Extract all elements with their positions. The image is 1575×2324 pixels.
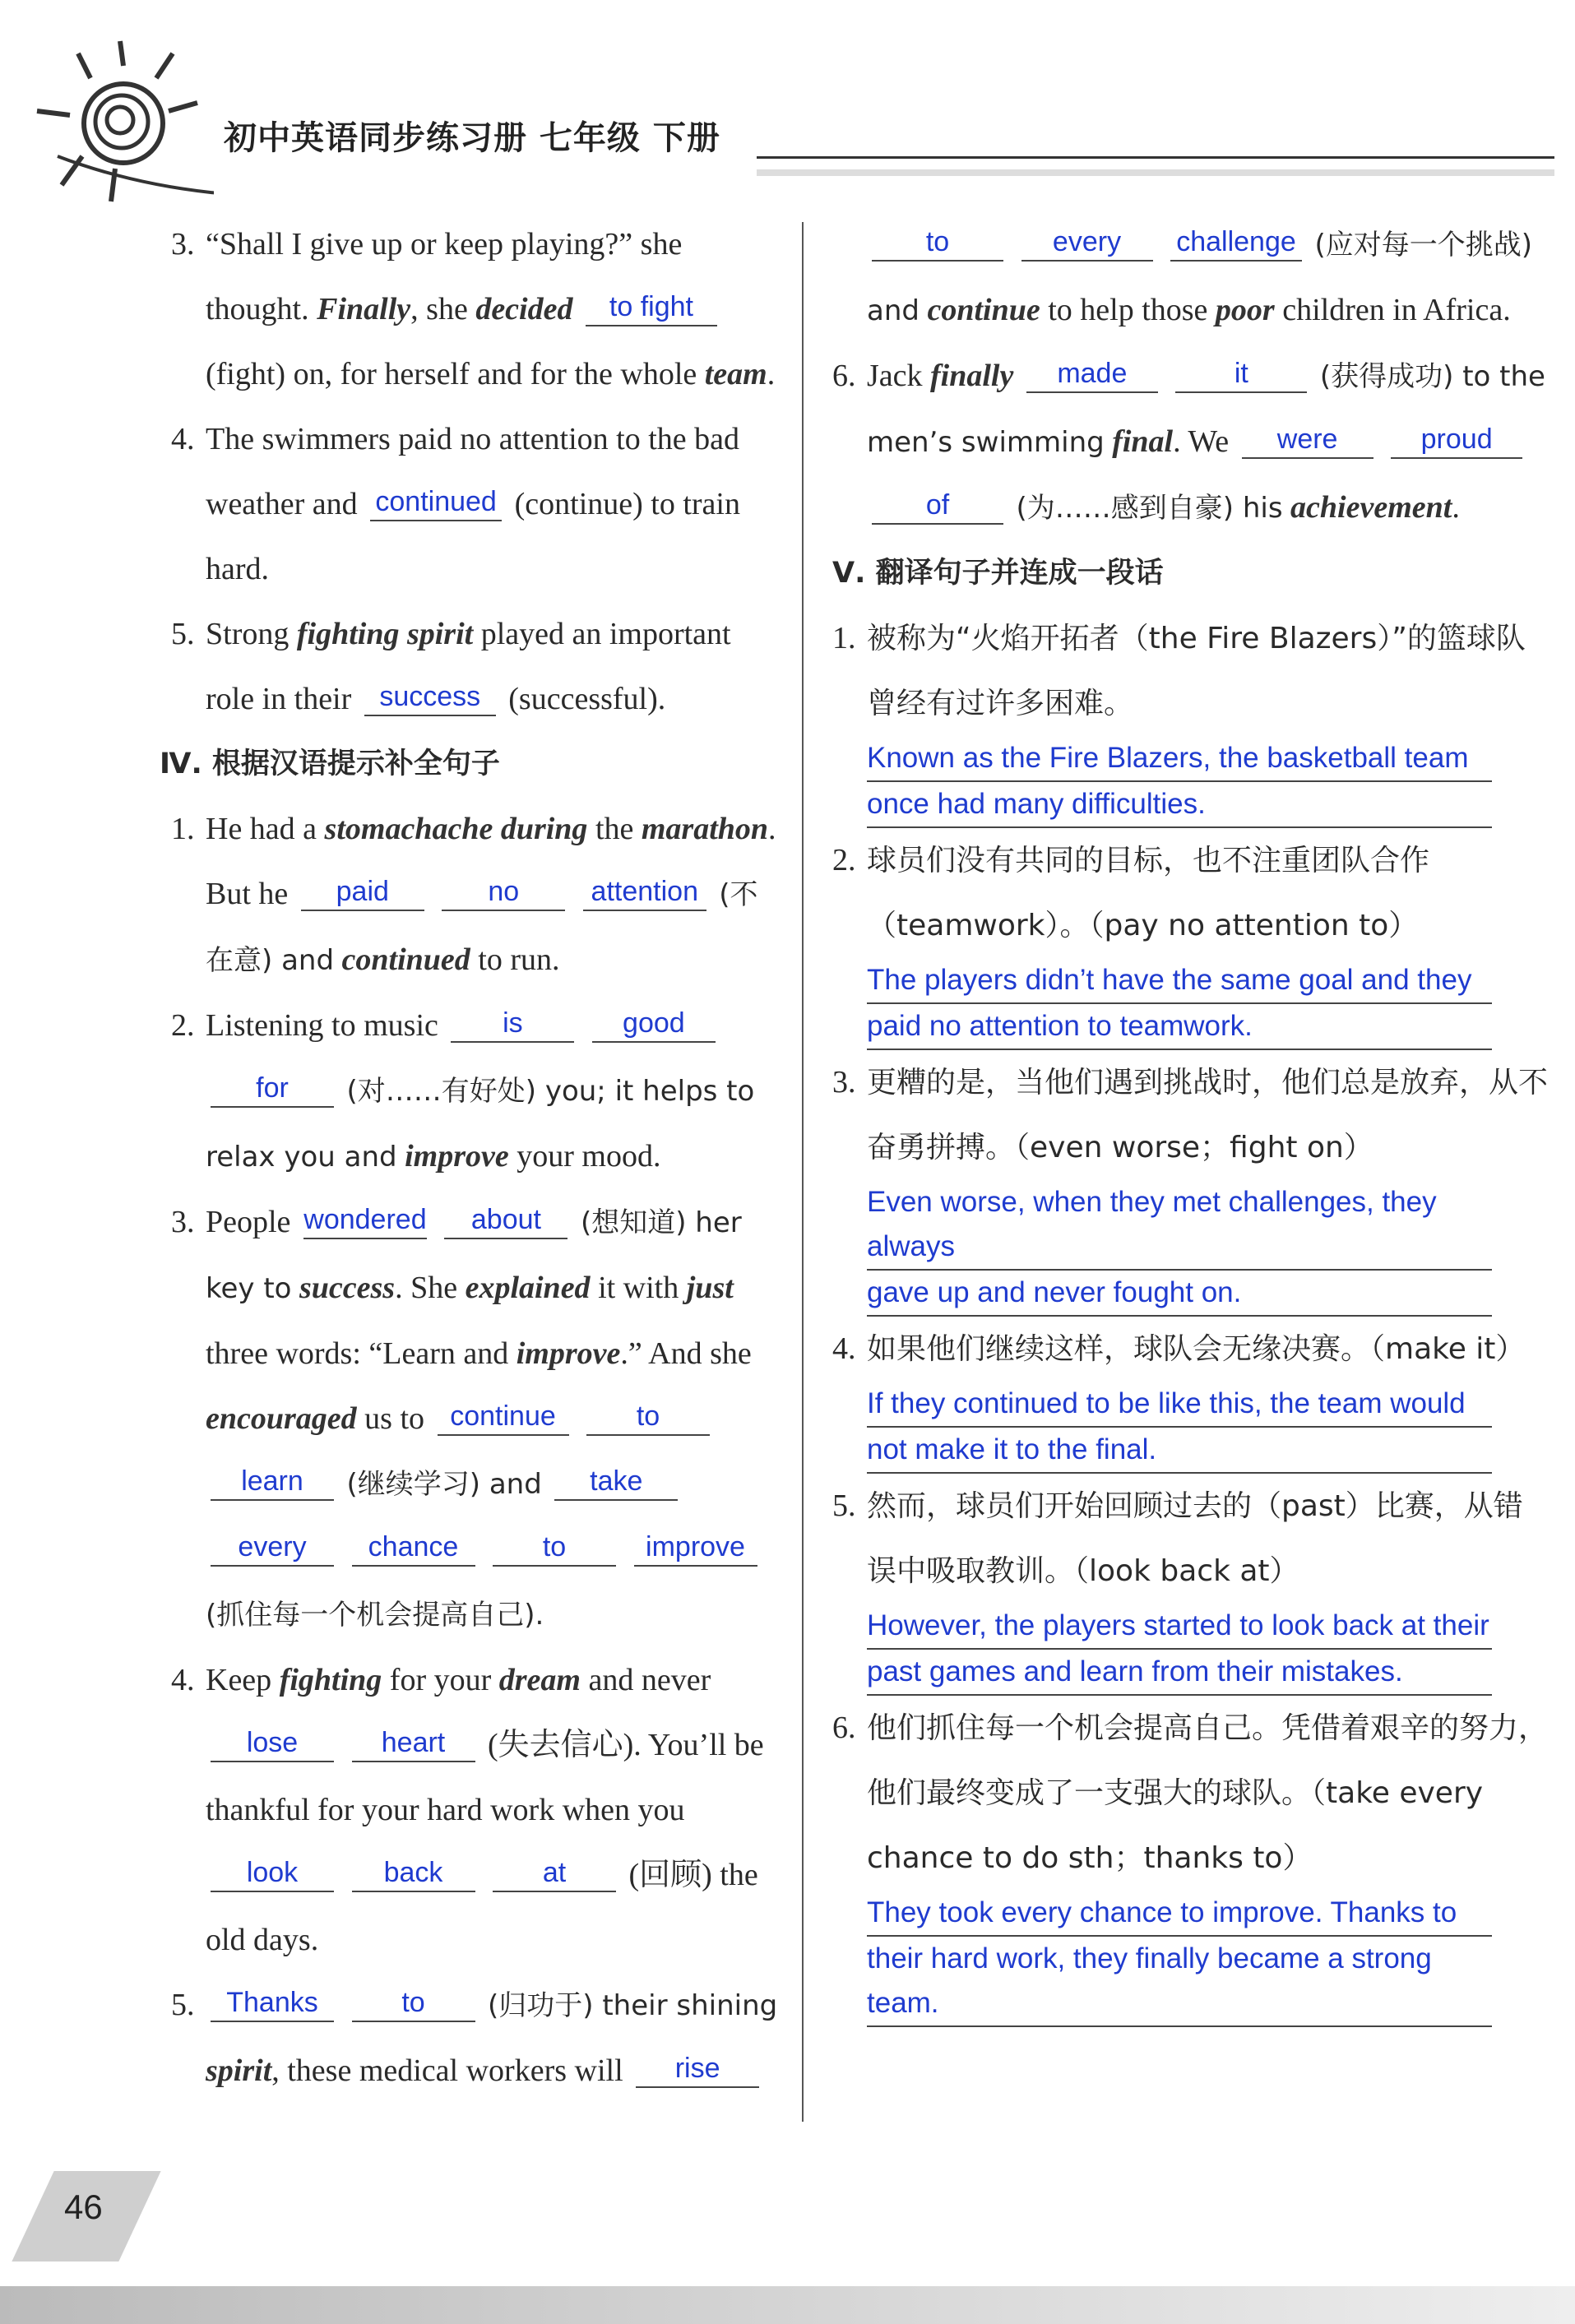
section-4-item-2: 2. Listening to music is good for (对……有好处) you; it helps to relax you and improve your mood. bbox=[171, 993, 780, 1190]
answer-blank: every bbox=[1021, 224, 1153, 262]
translation-prompt: 1. 被称为“火焰开拓者（the Fire Blazers）”的篮球队曾经有过许多困难。 bbox=[832, 621, 1526, 720]
answer-blank: Thanks bbox=[211, 1984, 334, 2022]
translation-item bbox=[832, 606, 1548, 828]
translation-item bbox=[832, 1050, 1548, 1317]
answer-blank: were bbox=[1242, 421, 1373, 459]
translation-list bbox=[832, 606, 1548, 2027]
exercise-5-item: 5. Strong fighting spirit played an important role in their success (successful). bbox=[171, 617, 731, 716]
translation-prompt: 4. 如果他们继续这样，球队会无缘决赛。（make it） bbox=[832, 1331, 1526, 1366]
answer-blank: made bbox=[1026, 355, 1158, 393]
translation-prompt: 2. 球员们没有共同的目标，也不注重团队合作（teamwork）。（pay no attention to） bbox=[832, 843, 1430, 942]
answer-blank: no bbox=[442, 873, 565, 911]
answer-blank: it bbox=[1175, 355, 1307, 393]
sun-swirl-logo bbox=[33, 33, 214, 206]
translation-prompt: 5. 然而，球员们开始回顾过去的（past）比赛，从错误中吸取教训。（look back at） bbox=[832, 1488, 1523, 1588]
answer-blank: to bbox=[586, 1398, 710, 1436]
section-5-heading: Ⅴ. 翻译句子并连成一段话 bbox=[832, 557, 1164, 590]
answer-blank: success bbox=[364, 678, 496, 716]
answer-blank: to bbox=[493, 1529, 616, 1567]
page-number: 46 bbox=[64, 2187, 103, 2226]
answer-blank: improve bbox=[634, 1529, 757, 1567]
answer-blank: about bbox=[444, 1201, 567, 1239]
answer-blank: back bbox=[352, 1854, 475, 1892]
translation-item bbox=[832, 1474, 1548, 1696]
answer-blank: heart bbox=[352, 1724, 475, 1762]
translation-answer: Even worse, when they met challenges, they always gave up and never fought on. bbox=[867, 1180, 1492, 1317]
translation-item bbox=[832, 1696, 1548, 2027]
answer-blank: proud bbox=[1391, 421, 1522, 459]
answer-blank: paid bbox=[301, 873, 424, 911]
answer-blank: learn bbox=[211, 1463, 334, 1501]
answer-blank: lose bbox=[211, 1724, 334, 1762]
section-4-heading: Ⅳ. 根据汉语提示补全句子 bbox=[160, 748, 500, 780]
answer-blank: take bbox=[554, 1463, 678, 1501]
translation-prompt: 6. 他们抓住每一个机会提高自己。凭借着艰辛的努力，他们最终变成了一支强大的球队。（take every chance to do sth；thanks to） bbox=[832, 1711, 1549, 1875]
answer-blank: chance bbox=[352, 1529, 475, 1567]
header-shade bbox=[757, 169, 1554, 176]
translation-answer: If they continued to be like this, the team would not make it to the final. bbox=[867, 1382, 1492, 1474]
header-rule bbox=[757, 156, 1554, 159]
column-divider bbox=[802, 222, 804, 2122]
answer-blank: continue bbox=[438, 1398, 569, 1436]
answer-blank: wondered bbox=[303, 1201, 427, 1239]
answer-blank: every bbox=[211, 1529, 334, 1567]
section-4-item-5-continued: to every challenge (应对每一个挑战) and continue to help those poor children in Africa. bbox=[832, 212, 1548, 344]
answer-blank: to bbox=[352, 1984, 475, 2022]
section-4-item-6: 6. Jack finally made it (获得成功) to the men’s swimming final. We were proud of (为……感到自豪) his achievement. bbox=[832, 344, 1548, 541]
section-4-item-4: 4. Keep fighting for your dream and never lose heart (失去信心). You’ll be thankful for your hard work when you look back at (回顾) the old days. bbox=[171, 1663, 764, 1957]
section-4-item-5: 5. Thanks to (归功于) their shining spirit, these medical workers will rise bbox=[171, 1973, 780, 2104]
translation-item bbox=[832, 828, 1548, 1050]
translation-answer: Known as the Fire Blazers, the basketball team once had many difficulties. bbox=[867, 736, 1492, 828]
answer-blank: rise bbox=[636, 2050, 759, 2088]
right-column bbox=[832, 212, 1548, 2027]
answer-blank: to bbox=[872, 224, 1003, 262]
answer-blank: attention bbox=[583, 873, 706, 911]
translation-item bbox=[832, 1317, 1548, 1474]
answer-blank: for bbox=[211, 1070, 334, 1108]
translation-answer: The players didn’t have the same goal and they paid no attention to teamwork. bbox=[867, 958, 1492, 1050]
answer-blank: of bbox=[872, 487, 1003, 525]
left-column bbox=[160, 212, 780, 2104]
exercise-4-item: 4. The swimmers paid no attention to the bad weather and continued (continue) to train hard. bbox=[171, 422, 740, 586]
book-title: 初中英语同步练习册 七年级 下册 bbox=[224, 119, 720, 157]
exercise-3-item: 3. “Shall I give up or keep playing?” she thought. Finally, she decided to fight (fight) on, for herself and for the whole team. bbox=[171, 227, 776, 391]
footer-bar bbox=[0, 2286, 1575, 2324]
section-4-item-3: 3. People wondered about (想知道) her key to success. She explained it with just three words: “Learn and improve.” And she encouraged us to continue to learn (继续学习) and take every chance to improve (抓住每一个机会提高自己). bbox=[171, 1190, 780, 1648]
answer-blank: at bbox=[493, 1854, 616, 1892]
translation-prompt: 3. 更糟的是，当他们遇到挑战时，他们总是放弃，从不奋勇拼搏。（even worse；fight on） bbox=[832, 1065, 1549, 1164]
answer-blank: to fight bbox=[586, 289, 717, 326]
section-4-item-1: 1. He had a stomachache during the marathon. But he paid no attention (不在意) and continued to run. bbox=[171, 812, 776, 977]
answer-blank: is bbox=[451, 1005, 574, 1043]
answer-blank: continued bbox=[370, 484, 502, 521]
answer-blank: good bbox=[592, 1005, 716, 1043]
translation-answer: However, the players started to look back at their past games and learn from their mistakes. bbox=[867, 1604, 1492, 1696]
answer-blank: challenge bbox=[1170, 224, 1302, 262]
answer-blank: look bbox=[211, 1854, 334, 1892]
translation-answer: They took every chance to improve. Thanks to their hard work, they finally became a strong team. bbox=[867, 1891, 1492, 2027]
